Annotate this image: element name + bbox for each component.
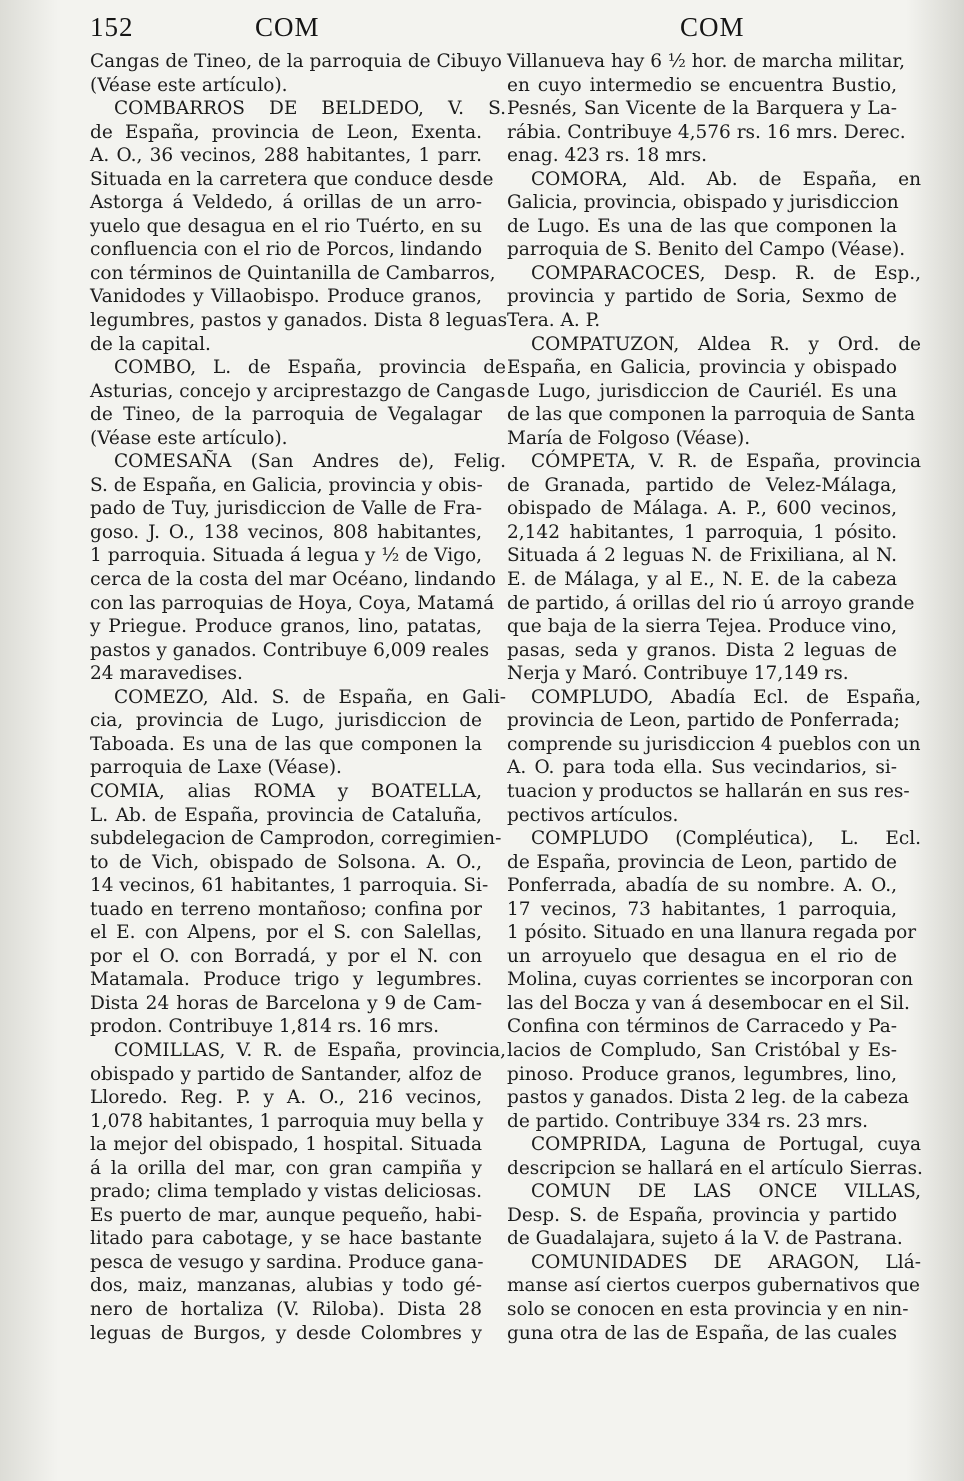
text-line: á la orilla del mar, con gran campiña y xyxy=(90,1157,482,1179)
text-line: de Lugo, jurisdiccion de Cauriél. Es una xyxy=(507,380,897,402)
text-line: subdelegacion de Camprodon, corregimien- xyxy=(90,828,502,850)
text-line: confluencia con el rio de Porcos, lindando xyxy=(90,239,483,261)
text-line: de Guadalajara, sujeto á la V. de Pastrana. xyxy=(507,1228,903,1250)
text-line: guna otra de las de España, de las cuales xyxy=(507,1322,897,1344)
text-line: de partido. Contribuye 334 rs. 23 mrs. xyxy=(507,1110,869,1132)
text-line: Cangas de Tineo, de la parroquia de Cibuyo xyxy=(90,51,502,72)
text-line: COMORA, Ald. Ab. de España, en xyxy=(531,168,921,190)
text-line: Confina con términos de Carracedo y Pa- xyxy=(507,1016,897,1038)
text-line: prodon. Contribuye 1,814 rs. 16 mrs. xyxy=(90,1016,440,1038)
text-line: Desp. S. de España, provincia y partido xyxy=(507,1204,897,1226)
text-line: Asturias, concejo y arciprestazgo de Cangas xyxy=(90,380,506,402)
text-line: Nerja y Maró. Contribuye 17,149 rs. xyxy=(507,663,849,685)
text-line: 1 parroquia. Situada á legua y ½ de Vigo, xyxy=(90,545,482,567)
text-line: L. Ab. de España, provincia de Cataluña, xyxy=(90,804,482,826)
text-line: de España, provincia de Leon, partido de xyxy=(507,851,897,873)
text-line: COMPATUZON, Aldea R. y Ord. de xyxy=(531,333,921,355)
text-line: y Priegue. Produce granos, lino, patatas, xyxy=(90,616,482,638)
text-line: el E. con Alpens, por el S. con Salellas, xyxy=(90,922,482,944)
text-line: 24 maravedises. xyxy=(90,663,243,685)
text-line: Matamala. Produce trigo y legumbres. xyxy=(90,969,482,991)
text-line: solo se conocen en esta provincia y en nin- xyxy=(507,1298,909,1320)
text-line: Tera. A. P. xyxy=(507,310,601,332)
text-line: legumbres, pastos y ganados. Dista 8 leguas xyxy=(90,310,508,332)
text-line: cia, provincia de Lugo, jurisdiccion de xyxy=(90,710,482,732)
text-line: COMPLUDO (Compléutica), L. Ecl. xyxy=(531,828,921,850)
text-line: tuacion y productos se hallarán en sus res- xyxy=(507,780,910,802)
right-running-head: COM xyxy=(680,12,745,42)
text-line: E. de Málaga, y al E., N. E. de la cabeza xyxy=(507,569,897,591)
text-line: nero de hortaliza (V. Riloba). Dista 28 xyxy=(90,1298,482,1320)
text-line: Situada á 2 leguas N. de Frixiliana, al N. xyxy=(507,545,897,567)
text-line: pado de Tuy, jurisdiccion de Valle de Fra- xyxy=(90,498,482,520)
text-line: de las que componen la parroquia de Santa xyxy=(507,404,916,426)
text-line: pectivos artículos. xyxy=(507,804,679,826)
text-line: dos, maiz, manzanas, alubias y todo gé- xyxy=(90,1275,482,1297)
text-line: Molina, cuyas corrientes se incorporan con xyxy=(507,969,914,991)
text-line: de Tineo, de la parroquia de Vegalagar xyxy=(90,404,482,426)
text-line: Es puerto de mar, aunque pequeño, habi- xyxy=(90,1204,482,1226)
text-line: Ponferrada, abadía de su nombre. A. O., xyxy=(507,875,897,897)
text-line: pastos y ganados. Dista 2 leg. de la cabeza xyxy=(507,1087,909,1109)
text-line: A. O. para toda ella. Sus vecindarios, si- xyxy=(507,757,897,779)
text-line: COMPARACOCES, Desp. R. de Esp., xyxy=(531,262,921,284)
text-line: 2,142 habitantes, 1 parroquia, 1 pósito. xyxy=(507,521,897,543)
text-line: (Véase este artículo). xyxy=(90,74,288,96)
text-line: COMEZO, Ald. S. de España, en Gali- xyxy=(114,686,506,708)
text-line: Vanidodes y Villaobispo. Produce granos, xyxy=(90,286,482,308)
text-line: 1 pósito. Situado en una llanura regada por xyxy=(507,922,917,944)
page-number: 152 xyxy=(90,12,134,42)
text-line: tuado en terreno montañoso; confina por xyxy=(90,898,482,920)
text-line: de Granada, partido de Velez-Málaga, xyxy=(507,474,897,496)
text-line: pastos y ganados. Contribuye 6,009 reales xyxy=(90,639,490,661)
text-line: 17 vecinos, 73 habitantes, 1 parroquia, xyxy=(507,898,897,920)
text-line: COMUN DE LAS ONCE VILLAS, xyxy=(531,1181,921,1203)
text-line: por el O. con Borradá, y por el N. con xyxy=(90,945,482,967)
text-line: yuelo que desagua en el rio Tuérto, en su xyxy=(90,215,482,237)
text-line: S. de España, en Galicia, provincia y obis- xyxy=(90,474,483,496)
text-line: cerca de la costa del mar Océano, lindando xyxy=(90,569,496,591)
text-line: COMIA, alias ROMA y BOATELLA, xyxy=(90,780,482,802)
text-line: pesca de vesugo y sardina. Produce gana- xyxy=(90,1251,484,1273)
text-line: goso. J. O., 138 vecinos, 808 habitantes, xyxy=(90,521,482,543)
text-line: Taboada. Es una de las que componen la xyxy=(90,733,482,755)
text-line: parroquia de Laxe (Véase). xyxy=(90,757,342,779)
text-line: obispado de Málaga. A. P., 600 vecinos, xyxy=(507,498,897,520)
text-line: COMILLAS, V. R. de España, provincia, xyxy=(114,1039,506,1061)
left-text-column xyxy=(90,50,508,1345)
text-line: leguas de Burgos, y desde Colombres y xyxy=(90,1322,482,1344)
text-line: Situada en la carretera que conduce desde xyxy=(90,168,494,190)
text-line: enag. 423 rs. 18 mrs. xyxy=(507,145,707,167)
text-line: (Véase este artículo). xyxy=(90,427,288,449)
text-line: COMBARROS DE BELDEDO, V. S. xyxy=(114,98,506,120)
text-line: de Lugo. Es una de las que componen la xyxy=(507,215,897,237)
text-line: COMESAÑA (San Andres de), Felig. xyxy=(114,451,506,473)
text-line: descripcion se hallará en el artículo Sierras. xyxy=(507,1157,923,1179)
text-line: Galicia, provincia, obispado y jurisdiccion xyxy=(507,192,899,214)
text-line: Pesnés, San Vicente de la Barquera y La- xyxy=(507,98,897,120)
text-line: la mejor del obispado, 1 hospital. Situada xyxy=(90,1134,482,1156)
text-line: provincia de Leon, partido de Ponferrada; xyxy=(507,710,900,732)
text-line: en cuyo intermedio se encuentra Bustio, xyxy=(507,74,897,96)
text-line: pasas, seda y granos. Dista 2 leguas de xyxy=(507,639,897,661)
text-line: COMBO, L. de España, provincia de xyxy=(114,357,506,379)
text-line: Dista 24 horas de Barcelona y 9 de Cam- xyxy=(90,992,482,1014)
text-line: prado; clima templado y vistas deliciosas. xyxy=(90,1181,482,1203)
text-line: Lloredo. Reg. P. y A. O., 216 vecinos, xyxy=(90,1087,482,1109)
text-line: un arroyuelo que desagua en el rio de xyxy=(507,945,897,967)
text-line: 14 vecinos, 61 habitantes, 1 parroquia. Si- xyxy=(90,875,489,897)
text-line: de España, provincia de Leon, Exenta. xyxy=(90,121,482,143)
text-line: manse así ciertos cuerpos gubernativos que xyxy=(507,1275,920,1297)
text-line: A. O., 36 vecinos, 288 habitantes, 1 parr. xyxy=(90,145,482,167)
text-line: comprende su jurisdiccion 4 pueblos con un xyxy=(507,733,921,755)
text-line: Astorga á Veldedo, á orillas de un arro- xyxy=(90,192,482,214)
text-line: 1,078 habitantes, 1 parroquia muy bella y xyxy=(90,1110,484,1132)
right-text-column xyxy=(507,50,923,1345)
text-line: de partido, á orillas del rio ú arroyo grande xyxy=(507,592,915,614)
text-line: con las parroquias de Hoya, Coya, Matamá xyxy=(90,592,495,614)
text-line: rábia. Contribuye 4,576 rs. 16 mrs. Derec. xyxy=(507,121,906,143)
text-line: de la capital. xyxy=(90,333,211,355)
text-line: COMPLUDO, Abadía Ecl. de España, xyxy=(531,686,921,708)
page-header xyxy=(0,12,964,52)
text-line: provincia y partido de Soria, Sexmo de xyxy=(507,286,897,308)
text-line: las del Bocza y van á desembocar en el Sil. xyxy=(507,992,910,1014)
text-line: to de Vich, obispado de Solsona. A. O., xyxy=(90,851,482,873)
text-line: María de Folgoso (Véase). xyxy=(507,427,751,449)
text-line: COMUNIDADES DE ARAGON, Llá- xyxy=(531,1251,921,1273)
text-line: España, en Galicia, provincia y obispado xyxy=(507,357,897,379)
text-line: Villanueva hay 6 ½ hor. de marcha militar, xyxy=(507,51,906,72)
text-line: pinoso. Produce granos, legumbres, lino, xyxy=(507,1063,897,1085)
text-line: lacios de Compludo, San Cristóbal y Es- xyxy=(507,1039,897,1061)
left-running-head: COM xyxy=(255,12,320,42)
text-line: litado para cabotage, y se hace bastante xyxy=(90,1228,482,1250)
text-line: parroquia de S. Benito del Campo (Véase). xyxy=(507,239,906,261)
text-line: obispado y partido de Santander, alfoz de xyxy=(90,1063,482,1085)
text-line: COMPRIDA, Laguna de Portugal, cuya xyxy=(531,1134,921,1156)
text-line: que baja de la sierra Tejea. Produce vino, xyxy=(507,616,897,638)
text-line: con términos de Quintanilla de Cambarros, xyxy=(90,262,496,284)
text-line: CÓMPETA, V. R. de España, provincia xyxy=(531,451,921,473)
